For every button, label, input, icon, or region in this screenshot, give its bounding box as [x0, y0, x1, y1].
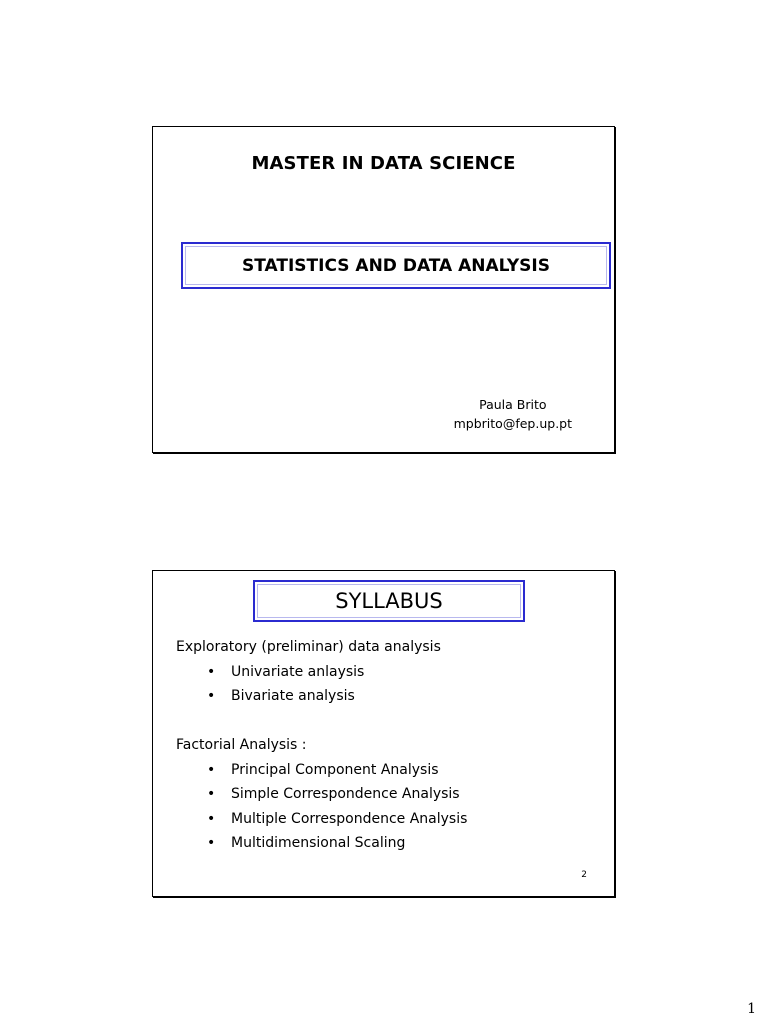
slide-number: 2	[581, 870, 587, 880]
bullet-icon: •	[207, 810, 216, 827]
section-heading: Exploratory (preliminar) data analysis	[176, 639, 441, 655]
list-item	[207, 684, 604, 709]
author-name: Paula Brito	[479, 397, 547, 412]
section-list	[176, 660, 604, 709]
list-item-label: Simple Correspondence Analysis	[231, 786, 460, 802]
page-number: 1	[747, 1001, 756, 1017]
section-spacer	[176, 709, 604, 734]
bullet-icon: •	[207, 786, 216, 802]
syllabus-title-box	[253, 580, 525, 622]
slide-title	[152, 126, 615, 453]
list-item	[207, 782, 604, 807]
author-email[interactable]: mpbrito@fep.up.pt	[453, 416, 572, 431]
slide-1-title: MASTER IN DATA SCIENCE	[251, 153, 516, 174]
bullet-icon: •	[207, 688, 216, 704]
bullet-icon: •	[207, 835, 216, 851]
course-title-box	[181, 242, 611, 289]
list-item	[207, 807, 604, 832]
slide-syllabus	[152, 570, 615, 897]
section-heading: Factorial Analysis :	[176, 737, 307, 753]
bullet-icon: •	[207, 761, 216, 778]
list-item-label: Bivariate analysis	[231, 688, 355, 704]
section-list	[176, 758, 604, 856]
syllabus-content	[176, 635, 604, 856]
list-item-label: Multidimensional Scaling	[231, 835, 406, 851]
list-item-label: Univariate anlaysis	[231, 663, 365, 680]
list-item	[207, 660, 604, 685]
course-title: STATISTICS AND DATA ANALYSIS	[242, 255, 550, 276]
bullet-icon: •	[207, 663, 216, 680]
list-item-label: Principal Component Analysis	[231, 761, 439, 778]
list-item	[207, 831, 604, 856]
syllabus-title: SYLLABUS	[335, 589, 443, 613]
list-item	[207, 758, 604, 783]
author-block	[454, 395, 572, 433]
list-item-label: Multiple Correspondence Analysis	[231, 810, 468, 827]
